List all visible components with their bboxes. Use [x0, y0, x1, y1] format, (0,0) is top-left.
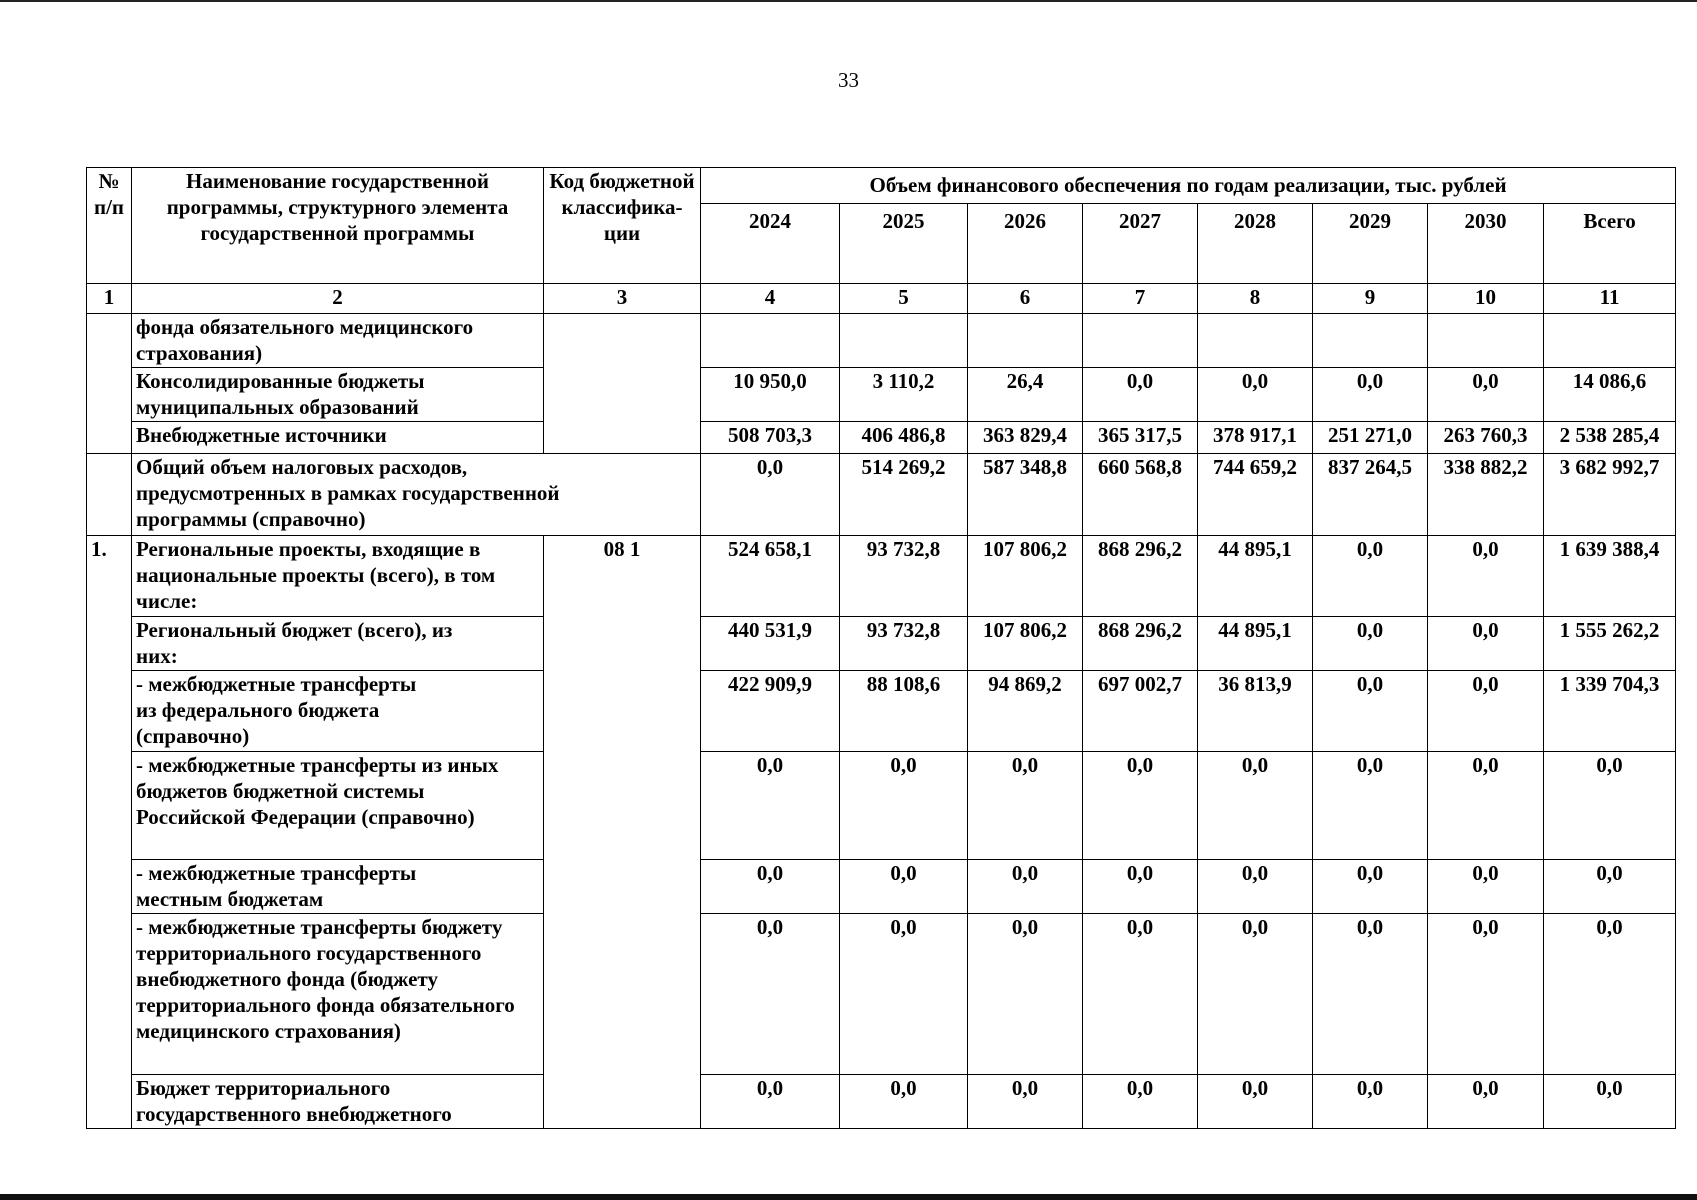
value-cell: 0,0	[1428, 536, 1544, 617]
value-cell: 10 950,0	[701, 368, 840, 422]
value-cell: 0,0	[840, 914, 968, 1075]
value-cell: 440 531,9	[701, 617, 840, 671]
index-cell: 6	[968, 284, 1083, 314]
value-cell: 378 917,1	[1198, 422, 1313, 454]
value-cell	[1313, 314, 1428, 368]
value-cell: 0,0	[1428, 617, 1544, 671]
value-cell: 0,0	[701, 860, 840, 914]
header-year-2029: 2029	[1313, 204, 1428, 284]
value-cell: 93 732,8	[840, 536, 968, 617]
value-cell	[1198, 314, 1313, 368]
value-cell: 0,0	[1313, 860, 1428, 914]
index-cell: 10	[1428, 284, 1544, 314]
value-cell: 868 296,2	[1083, 617, 1198, 671]
value-cell: 3 110,2	[840, 368, 968, 422]
value-cell	[1544, 314, 1676, 368]
header-year-2025: 2025	[840, 204, 968, 284]
value-cell: 0,0	[1313, 914, 1428, 1075]
table-row	[87, 671, 1676, 752]
index-cell: 3	[544, 284, 701, 314]
value-cell: 0,0	[968, 860, 1083, 914]
value-cell: 697 002,7	[1083, 671, 1198, 752]
header-year-2030: 2030	[1428, 204, 1544, 284]
value-cell	[840, 314, 968, 368]
value-cell: 0,0	[1198, 914, 1313, 1075]
header-num: № п/п	[87, 168, 132, 284]
row-num: 1.	[87, 536, 132, 1129]
table-row	[87, 617, 1676, 671]
value-cell: 0,0	[701, 1075, 840, 1129]
value-cell: 0,0	[840, 752, 968, 860]
value-cell: 2 538 285,4	[1544, 422, 1676, 454]
value-cell: 338 882,2	[1428, 454, 1544, 536]
value-cell: 365 317,5	[1083, 422, 1198, 454]
value-cell: 0,0	[1083, 1075, 1198, 1129]
value-cell: 107 806,2	[968, 536, 1083, 617]
value-cell: 0,0	[1313, 671, 1428, 752]
value-cell: 508 703,3	[701, 422, 840, 454]
index-cell: 8	[1198, 284, 1313, 314]
row-name: - межбюджетные трансферты бюджету территориального государственного внебюджетного фонда (бюджету территориального фонда обязательного медицинского страхования)	[132, 914, 544, 1075]
value-cell: 44 895,1	[1198, 617, 1313, 671]
header-name: Наименование государственной программы, структурного элемента государственной программы	[132, 168, 544, 284]
value-cell: 0,0	[1313, 617, 1428, 671]
row-name: - межбюджетные трансферты местным бюджетам	[132, 860, 544, 914]
header-code: Код бюджетной классифика-ции	[544, 168, 701, 284]
table-row	[87, 860, 1676, 914]
value-cell: 0,0	[1428, 1075, 1544, 1129]
value-cell: 0,0	[1198, 860, 1313, 914]
value-cell: 94 869,2	[968, 671, 1083, 752]
value-cell: 0,0	[1083, 914, 1198, 1075]
table-row	[87, 368, 1676, 422]
value-cell: 514 269,2	[840, 454, 968, 536]
value-cell: 0,0	[1083, 368, 1198, 422]
value-cell: 0,0	[1083, 860, 1198, 914]
value-cell: 0,0	[1313, 1075, 1428, 1129]
header-year-2024: 2024	[701, 204, 840, 284]
row-name: фонда обязательного медицинского страхования)	[132, 314, 544, 368]
value-cell: 0,0	[1428, 671, 1544, 752]
row-code	[544, 314, 701, 454]
value-cell: 107 806,2	[968, 617, 1083, 671]
header-year-2027: 2027	[1083, 204, 1198, 284]
value-cell: 0,0	[1428, 860, 1544, 914]
row-name: - межбюджетные трансферты из федерального бюджета (справочно)	[132, 671, 544, 752]
row-name: - межбюджетные трансферты из иных бюджетов бюджетной системы Российской Федерации (справочно)	[132, 752, 544, 860]
value-cell: 0,0	[1428, 752, 1544, 860]
index-cell: 7	[1083, 284, 1198, 314]
table-row	[87, 454, 1676, 536]
value-cell: 44 895,1	[1198, 536, 1313, 617]
value-cell: 0,0	[968, 752, 1083, 860]
index-cell: 2	[132, 284, 544, 314]
value-cell: 587 348,8	[968, 454, 1083, 536]
row-num	[87, 454, 132, 536]
value-cell: 0,0	[1313, 536, 1428, 617]
value-cell: 0,0	[1198, 1075, 1313, 1129]
value-cell: 363 829,4	[968, 422, 1083, 454]
value-cell: 0,0	[1544, 860, 1676, 914]
value-cell: 0,0	[968, 1075, 1083, 1129]
value-cell: 0,0	[840, 1075, 968, 1129]
value-cell: 14 086,6	[1544, 368, 1676, 422]
value-cell: 0,0	[1428, 368, 1544, 422]
value-cell: 868 296,2	[1083, 536, 1198, 617]
index-cell: 4	[701, 284, 840, 314]
value-cell: 36 813,9	[1198, 671, 1313, 752]
value-cell: 0,0	[1083, 752, 1198, 860]
value-cell: 0,0	[1544, 1075, 1676, 1129]
row-name: Региональные проекты, входящие в национальные проекты (всего), в том числе:	[132, 536, 544, 617]
value-cell: 0,0	[1198, 752, 1313, 860]
row-name: Региональный бюджет (всего), из них:	[132, 617, 544, 671]
header-year-2026: 2026	[968, 204, 1083, 284]
value-cell: 93 732,8	[840, 617, 968, 671]
top-border-line	[0, 0, 1697, 2]
value-cell	[968, 314, 1083, 368]
value-cell: 26,4	[968, 368, 1083, 422]
value-cell: 422 909,9	[701, 671, 840, 752]
table-row	[87, 422, 1676, 454]
value-cell: 251 271,0	[1313, 422, 1428, 454]
value-cell: 524 658,1	[701, 536, 840, 617]
value-cell: 0,0	[1428, 914, 1544, 1075]
value-cell: 0,0	[1313, 752, 1428, 860]
value-cell: 1 555 262,2	[1544, 617, 1676, 671]
table-row	[87, 536, 1676, 617]
value-cell: 0,0	[701, 914, 840, 1075]
table-row	[87, 914, 1676, 1075]
value-cell: 1 639 388,4	[1544, 536, 1676, 617]
page-number: 33	[838, 68, 859, 92]
row-num	[87, 314, 132, 454]
index-cell: 1	[87, 284, 132, 314]
index-cell: 5	[840, 284, 968, 314]
table-row	[87, 1075, 1676, 1129]
value-cell: 406 486,8	[840, 422, 968, 454]
table-row	[87, 752, 1676, 860]
row-name: Бюджет территориального государственного внебюджетного	[132, 1075, 544, 1129]
row-code: 08 1	[544, 536, 701, 1129]
value-cell: 0,0	[701, 752, 840, 860]
value-cell: 263 760,3	[1428, 422, 1544, 454]
budget-table	[86, 167, 1676, 1129]
value-cell: 88 108,6	[840, 671, 968, 752]
index-cell: 9	[1313, 284, 1428, 314]
value-cell: 1 339 704,3	[1544, 671, 1676, 752]
value-cell	[1083, 314, 1198, 368]
value-cell: 0,0	[1313, 368, 1428, 422]
value-cell: 0,0	[701, 454, 840, 536]
value-cell: 837 264,5	[1313, 454, 1428, 536]
value-cell: 0,0	[1544, 914, 1676, 1075]
header-year-2028: 2028	[1198, 204, 1313, 284]
value-cell	[1428, 314, 1544, 368]
header-volume: Объем финансового обеспечения по годам реализации, тыс. рублей	[701, 168, 1676, 204]
header-total: Всего	[1544, 204, 1676, 284]
value-cell: 660 568,8	[1083, 454, 1198, 536]
value-cell: 0,0	[840, 860, 968, 914]
value-cell: 0,0	[1544, 752, 1676, 860]
row-name: Внебюджетные источники	[132, 422, 544, 454]
row-name: Консолидированные бюджеты муниципальных образований	[132, 368, 544, 422]
index-cell: 11	[1544, 284, 1676, 314]
value-cell	[701, 314, 840, 368]
value-cell: 3 682 992,7	[1544, 454, 1676, 536]
value-cell: 0,0	[968, 914, 1083, 1075]
row-name: Общий объем налоговых расходов, предусмотренных в рамках государственной программы (справочно)	[132, 454, 701, 536]
value-cell: 744 659,2	[1198, 454, 1313, 536]
table-row	[87, 314, 1676, 368]
value-cell: 0,0	[1198, 368, 1313, 422]
bottom-border-line	[0, 1194, 1697, 1200]
